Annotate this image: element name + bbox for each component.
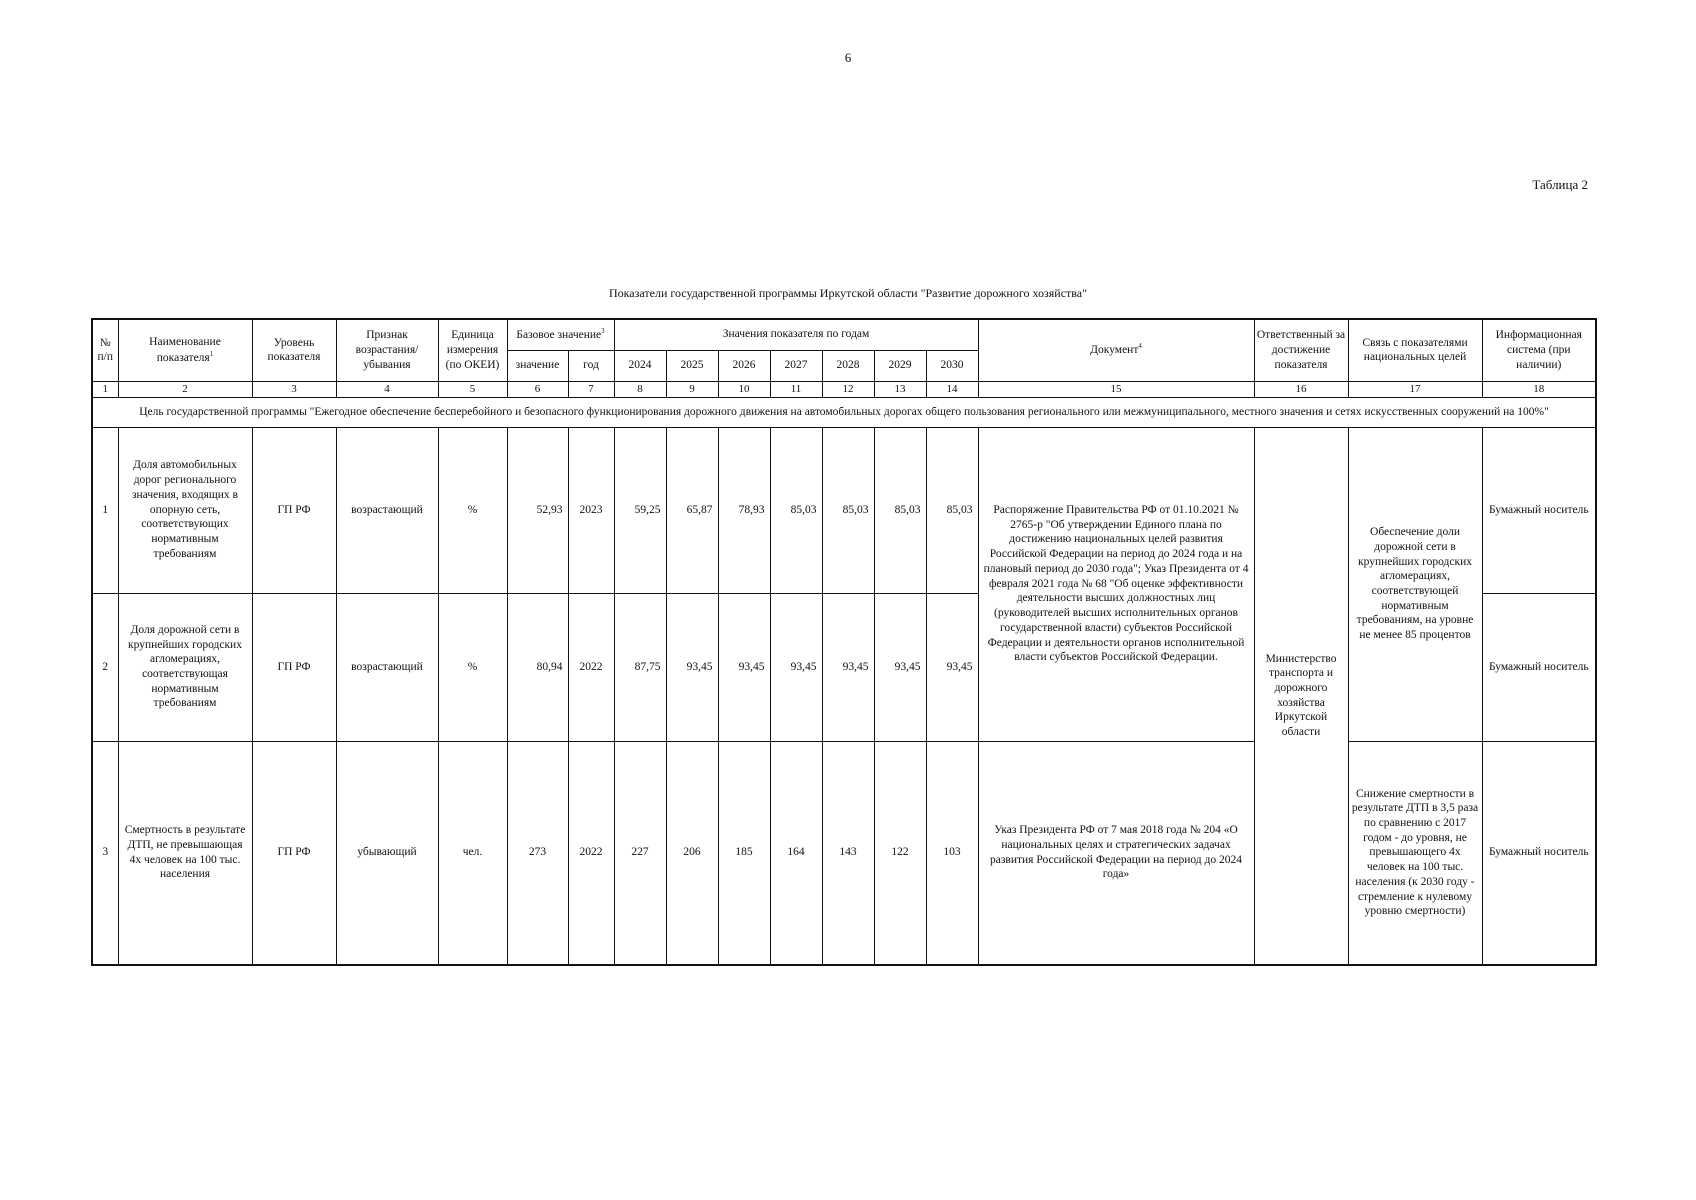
- header-year: 2026: [718, 350, 770, 381]
- info-system: Бумажный носитель: [1482, 427, 1596, 593]
- program-goal: Цель государственной программы "Ежегодное обеспечение бесперебойного и безопасного функционирования дорожного движения на автомобильных дорогах общего пользования регионального или межмуниципального, местного значения и сетях искусственных сооружений на 100%": [92, 397, 1596, 427]
- national-goal-link: Обеспечение доли дорожной сети в крупнейших городских агломерациях, соответствующей нормативным требованиям, на уровне не менее 85 процентов: [1348, 427, 1482, 741]
- year-value: 87,75: [614, 593, 666, 741]
- document-reference: Указ Президента РФ от 7 мая 2018 года № 204 «О национальных целях и стратегических задачах развития Российской Федерации на период до 2024 года»: [978, 741, 1254, 965]
- year-value: 78,93: [718, 427, 770, 593]
- header-document: Документ$^4$: [978, 319, 1254, 381]
- base-value: 52,93: [507, 427, 568, 593]
- document-reference: Распоряжение Правительства РФ от 01.10.2021 № 2765-р "Об утверждении Единого плана по достижению национальных целей развития Российской Федерации на период до 2024 года и на плановый период до 2030 года"; Указ Президента от 4 февраля 2021 года № 68 "Об оценке эффективности деятельности высших должностных лиц (руководителей высших исполнительных органов государственной власти) субъектов Российской Федерации и деятельности органов исполнительной власти субъектов Российской Федерации.: [978, 427, 1254, 741]
- year-value: 85,03: [926, 427, 978, 593]
- info-system: Бумажный носитель: [1482, 593, 1596, 741]
- header-by-year: Значения показателя по годам: [614, 319, 978, 350]
- column-number: 15: [978, 381, 1254, 397]
- row-num: 3: [92, 741, 118, 965]
- column-number: 7: [568, 381, 614, 397]
- header-year: 2030: [926, 350, 978, 381]
- column-number: 6: [507, 381, 568, 397]
- year-value: 143: [822, 741, 874, 965]
- base-value: 273: [507, 741, 568, 965]
- header-base-value: значение: [507, 350, 568, 381]
- indicator-trend: убывающий: [336, 741, 438, 965]
- column-number: 2: [118, 381, 252, 397]
- column-number-row: [92, 381, 1596, 397]
- base-value: 80,94: [507, 593, 568, 741]
- indicator-name: Доля автомобильных дорог регионального значения, входящих в опорную сеть, соответствующих нормативным требованиям: [118, 427, 252, 593]
- year-value: 59,25: [614, 427, 666, 593]
- table-row: [92, 741, 1596, 965]
- year-value: 85,03: [770, 427, 822, 593]
- info-system: Бумажный носитель: [1482, 741, 1596, 965]
- indicator-unit: %: [438, 427, 507, 593]
- indicators-table: [91, 318, 1597, 966]
- column-number: 11: [770, 381, 822, 397]
- year-value: 93,45: [718, 593, 770, 741]
- column-number: 16: [1254, 381, 1348, 397]
- header-unit: Единица измерения (по ОКЕИ): [438, 319, 507, 381]
- column-number: 10: [718, 381, 770, 397]
- row-num: 2: [92, 593, 118, 741]
- year-value: 122: [874, 741, 926, 965]
- page-number: 6: [844, 50, 852, 65]
- year-value: 93,45: [666, 593, 718, 741]
- header-base-year: год: [568, 350, 614, 381]
- indicator-level: ГП РФ: [252, 427, 336, 593]
- indicator-trend: возрастающий: [336, 427, 438, 593]
- base-year: 2022: [568, 593, 614, 741]
- header-year: 2027: [770, 350, 822, 381]
- year-value: 85,03: [874, 427, 926, 593]
- column-number: 3: [252, 381, 336, 397]
- year-value: 93,45: [874, 593, 926, 741]
- column-number: 14: [926, 381, 978, 397]
- column-number: 5: [438, 381, 507, 397]
- row-num: 1: [92, 427, 118, 593]
- year-value: 85,03: [822, 427, 874, 593]
- year-value: 164: [770, 741, 822, 965]
- header-level: Уровень показателя: [252, 319, 336, 381]
- base-year: 2022: [568, 741, 614, 965]
- indicator-trend: возрастающий: [336, 593, 438, 741]
- year-value: 93,45: [822, 593, 874, 741]
- header-name: Наименование показателя$^1$: [118, 319, 252, 381]
- responsible-body: Министерство транспорта и дорожного хозяйства Иркутской области: [1254, 427, 1348, 965]
- year-value: 206: [666, 741, 718, 965]
- header-base: Базовое значение$^3$: [507, 319, 614, 350]
- header-year: 2024: [614, 350, 666, 381]
- year-value: 103: [926, 741, 978, 965]
- indicator-name: Смертность в результате ДТП, не превышающая 4х человек на 100 тыс. населения: [118, 741, 252, 965]
- table-row: [92, 427, 1596, 593]
- column-number: 8: [614, 381, 666, 397]
- header-info-system: Информационная система (при наличии): [1482, 319, 1596, 381]
- column-number: 17: [1348, 381, 1482, 397]
- indicator-unit: %: [438, 593, 507, 741]
- year-value: 93,45: [926, 593, 978, 741]
- year-value: 185: [718, 741, 770, 965]
- header-responsible: Ответственный за достижение показателя: [1254, 319, 1348, 381]
- column-number: 1: [92, 381, 118, 397]
- table-label: Таблица 2: [1532, 177, 1588, 192]
- header-year: 2025: [666, 350, 718, 381]
- document-title: Показатели государственной программы Иркутской области "Развитие дорожного хозяйства": [608, 286, 1087, 300]
- year-value: 65,87: [666, 427, 718, 593]
- indicator-name: Доля дорожной сети в крупнейших городских агломерациях, соответствующая нормативным требованиям: [118, 593, 252, 741]
- column-number: 18: [1482, 381, 1596, 397]
- column-number: 12: [822, 381, 874, 397]
- column-number: 13: [874, 381, 926, 397]
- indicator-level: ГП РФ: [252, 593, 336, 741]
- column-number: 9: [666, 381, 718, 397]
- indicator-level: ГП РФ: [252, 741, 336, 965]
- header-link: Связь с показателями национальных целей: [1348, 319, 1482, 381]
- year-value: 93,45: [770, 593, 822, 741]
- national-goal-link: Снижение смертности в результате ДТП в 3,5 раза по сравнению с 2017 годом - до уровня, не превышающего 4х человек на 100 тыс. населения (к 2030 году - стремление к нулевому уровню смертности): [1348, 741, 1482, 965]
- header-trend: Признак возрастания/убывания: [336, 319, 438, 381]
- indicator-unit: чел.: [438, 741, 507, 965]
- header-year: 2028: [822, 350, 874, 381]
- column-number: 4: [336, 381, 438, 397]
- year-value: 227: [614, 741, 666, 965]
- header-num: № п/п: [92, 319, 118, 381]
- header-year: 2029: [874, 350, 926, 381]
- base-year: 2023: [568, 427, 614, 593]
